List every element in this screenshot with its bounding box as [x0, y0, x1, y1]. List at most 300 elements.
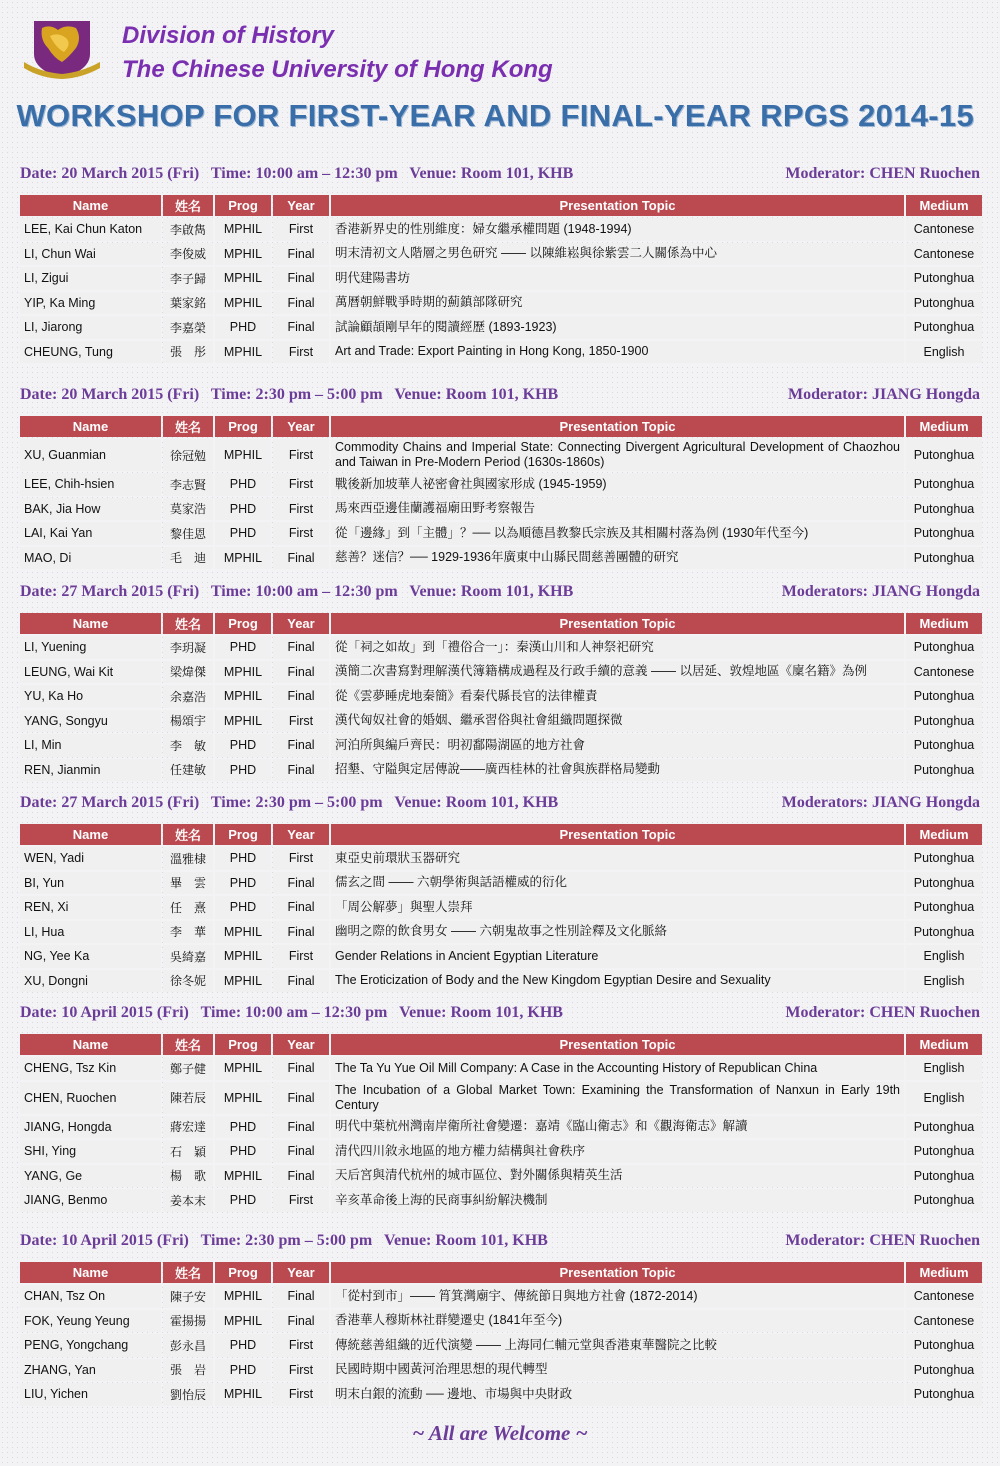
- table-cell: NG, Yee Ka: [20, 945, 161, 968]
- table-cell: 畢 雲: [163, 872, 213, 895]
- table-cell: 清代四川敘永地區的地方權力結構與社會秩序: [331, 1140, 904, 1163]
- session-header: [20, 386, 980, 408]
- table-cell: MPHIL: [215, 1383, 271, 1406]
- table-cell: 明代建陽書坊: [331, 267, 904, 290]
- session-moderator: Moderators: JIANG Hongda: [781, 794, 980, 811]
- table-cell: 辛亥革命後上海的民商事糾紛解決機制: [331, 1189, 904, 1212]
- table-cell: Final: [273, 267, 329, 290]
- table-cell: 明末清初文人階層之男色研究 —— 以陳維崧與徐紫雲二人關係為中心: [331, 243, 904, 266]
- column-header: Prog: [215, 416, 271, 437]
- table-cell: ZHANG, Yan: [20, 1359, 161, 1382]
- table-cell: Putonghua: [906, 1383, 982, 1406]
- table-cell: CHEN, Ruochen: [20, 1082, 161, 1114]
- table-cell: 李 華: [163, 921, 213, 944]
- table-cell: Cantonese: [906, 218, 982, 241]
- table-cell: Putonghua: [906, 734, 982, 757]
- table-cell: 姜本末: [163, 1189, 213, 1212]
- cuhk-crest-icon: [20, 18, 116, 80]
- column-header: Year: [273, 1262, 329, 1283]
- table-cell: 葉家銘: [163, 292, 213, 315]
- table-cell: Final: [273, 921, 329, 944]
- session-5: [20, 1004, 980, 1214]
- session-info: Date: 20 March 2015 (Fri) Time: 10:00 am – 12:30 pm Venue: Room 101, KHB: [20, 165, 574, 182]
- table-cell: MPHIL: [215, 1310, 271, 1333]
- table-cell: 香港新界史的性別維度：婦女繼承權問題 (1948-1994): [331, 218, 904, 241]
- table-cell: Final: [273, 1140, 329, 1163]
- table-cell: 楊頌宇: [163, 710, 213, 733]
- table-row: [20, 896, 982, 919]
- table-cell: Putonghua: [906, 522, 982, 545]
- table-cell: Final: [273, 1285, 329, 1308]
- table-cell: Final: [273, 547, 329, 570]
- session-header: [20, 583, 980, 605]
- table-cell: 毛 迪: [163, 547, 213, 570]
- table-cell: Final: [273, 1082, 329, 1114]
- table-cell: MPHIL: [215, 710, 271, 733]
- table-row: [20, 1285, 982, 1308]
- table-cell: 徐冠勉: [163, 439, 213, 471]
- session-moderator: Moderator: CHEN Ruochen: [785, 1232, 980, 1249]
- column-header: 姓名: [163, 416, 213, 437]
- table-cell: WEN, Yadi: [20, 847, 161, 870]
- table-cell: PHD: [215, 316, 271, 339]
- table-cell: PHD: [215, 473, 271, 496]
- table-cell: 明末白銀的流動 ── 邊地、市場與中央財政: [331, 1383, 904, 1406]
- table-cell: YANG, Ge: [20, 1165, 161, 1188]
- table-cell: PHD: [215, 498, 271, 521]
- table-cell: Putonghua: [906, 292, 982, 315]
- schedule-table: [18, 414, 984, 571]
- table-cell: Final: [273, 872, 329, 895]
- session-info: Date: 10 April 2015 (Fri) Time: 10:00 am – 12:30 pm Venue: Room 101, KHB: [20, 1004, 563, 1021]
- table-cell: 陳子安: [163, 1285, 213, 1308]
- table-cell: 徐冬妮: [163, 970, 213, 993]
- table-row: [20, 547, 982, 570]
- table-cell: 黎佳恩: [163, 522, 213, 545]
- table-row: [20, 1310, 982, 1333]
- table-cell: English: [906, 1057, 982, 1080]
- table-cell: MPHIL: [215, 267, 271, 290]
- table-cell: 「從村到市」—— 筲箕灣廟宇、傳統節日與地方社會 (1872-2014): [331, 1285, 904, 1308]
- column-header: Prog: [215, 824, 271, 845]
- division-title: Division of History: [122, 22, 335, 49]
- table-row: [20, 498, 982, 521]
- table-cell: Putonghua: [906, 759, 982, 782]
- table-header-row: [20, 824, 982, 845]
- table-cell: REN, Jianmin: [20, 759, 161, 782]
- table-cell: Final: [273, 243, 329, 266]
- table-cell: PHD: [215, 1140, 271, 1163]
- table-cell: 慈善？迷信？── 1929-1936年廣東中山縣民間慈善團體的研究: [331, 547, 904, 570]
- session-info: Date: 20 March 2015 (Fri) Time: 2:30 pm – 5:00 pm Venue: Room 101, KHB: [20, 386, 559, 403]
- table-row: [20, 685, 982, 708]
- table-row: [20, 921, 982, 944]
- column-header: 姓名: [163, 195, 213, 216]
- table-cell: PHD: [215, 636, 271, 659]
- table-row: [20, 243, 982, 266]
- table-cell: First: [273, 522, 329, 545]
- column-header: 姓名: [163, 613, 213, 634]
- table-cell: First: [273, 1383, 329, 1406]
- table-cell: Cantonese: [906, 1285, 982, 1308]
- table-cell: First: [273, 473, 329, 496]
- table-cell: 招墾、守隘與定居傳說——廣西桂林的社會與族群格局變動: [331, 759, 904, 782]
- session-moderator: Moderator: CHEN Ruochen: [785, 1004, 980, 1021]
- schedule-table: [18, 193, 984, 365]
- table-cell: Final: [273, 1165, 329, 1188]
- table-cell: LEE, Kai Chun Katon: [20, 218, 161, 241]
- table-cell: PHD: [215, 847, 271, 870]
- table-row: [20, 341, 982, 364]
- table-cell: 傳統慈善組織的近代演變 —— 上海同仁輔元堂與香港東華醫院之比較: [331, 1334, 904, 1357]
- column-header: Prog: [215, 1034, 271, 1055]
- table-cell: MPHIL: [215, 341, 271, 364]
- table-cell: Putonghua: [906, 316, 982, 339]
- table-cell: MPHIL: [215, 661, 271, 684]
- table-cell: LEE, Chih-hsien: [20, 473, 161, 496]
- table-cell: 鄭子健: [163, 1057, 213, 1080]
- column-header: Prog: [215, 1262, 271, 1283]
- table-cell: MPHIL: [215, 218, 271, 241]
- table-cell: 李子歸: [163, 267, 213, 290]
- table-cell: Putonghua: [906, 921, 982, 944]
- table-cell: 李啟雋: [163, 218, 213, 241]
- table-cell: Putonghua: [906, 439, 982, 471]
- table-cell: Putonghua: [906, 1189, 982, 1212]
- table-cell: Final: [273, 970, 329, 993]
- column-header: Name: [20, 416, 161, 437]
- table-cell: SHI, Ying: [20, 1140, 161, 1163]
- table-cell: MPHIL: [215, 1057, 271, 1080]
- table-cell: Putonghua: [906, 547, 982, 570]
- table-cell: 任 熹: [163, 896, 213, 919]
- table-cell: XU, Dongni: [20, 970, 161, 993]
- column-header: Presentation Topic: [331, 824, 904, 845]
- table-cell: 陳若辰: [163, 1082, 213, 1114]
- column-header: 姓名: [163, 1034, 213, 1055]
- table-cell: 漢簡二次書寫對理解漢代簿籍構成過程及行政手續的意義 —— 以居延、敦煌地區《廩名籍》為例: [331, 661, 904, 684]
- table-cell: Putonghua: [906, 685, 982, 708]
- session-moderator: Moderator: JIANG Hongda: [788, 386, 980, 403]
- table-cell: 張 彤: [163, 341, 213, 364]
- table-cell: 漢代匈奴社會的婚姻、繼承習俗與社會組織問題探微: [331, 710, 904, 733]
- column-header: 姓名: [163, 1262, 213, 1283]
- session-moderator: Moderators: JIANG Hongda: [781, 583, 980, 600]
- table-cell: 儒玄之間 —— 六朝學術與話語權威的衍化: [331, 872, 904, 895]
- table-cell: 李嘉榮: [163, 316, 213, 339]
- table-cell: JIANG, Benmo: [20, 1189, 161, 1212]
- table-cell: PHD: [215, 759, 271, 782]
- session-header: [20, 1232, 980, 1254]
- table-row: [20, 267, 982, 290]
- column-header: Year: [273, 1034, 329, 1055]
- table-cell: 吳綺嘉: [163, 945, 213, 968]
- table-cell: 梁煒傑: [163, 661, 213, 684]
- column-header: Year: [273, 824, 329, 845]
- table-cell: First: [273, 1334, 329, 1357]
- table-cell: Putonghua: [906, 847, 982, 870]
- table-cell: Putonghua: [906, 267, 982, 290]
- table-cell: 李 敏: [163, 734, 213, 757]
- table-header-row: [20, 613, 982, 634]
- table-cell: 李玥凝: [163, 636, 213, 659]
- table-cell: LAI, Kai Yan: [20, 522, 161, 545]
- column-header: Name: [20, 613, 161, 634]
- table-cell: 東亞史前環狀玉器研究: [331, 847, 904, 870]
- table-cell: 幽明之際的飲食男女 —— 六朝鬼故事之性別詮釋及文化脈絡: [331, 921, 904, 944]
- university-title: The Chinese University of Hong Kong: [122, 56, 553, 83]
- table-cell: Putonghua: [906, 636, 982, 659]
- table-cell: LI, Min: [20, 734, 161, 757]
- table-cell: CHENG, Tsz Kin: [20, 1057, 161, 1080]
- table-header-row: [20, 1034, 982, 1055]
- table-cell: 余嘉浩: [163, 685, 213, 708]
- table-cell: Commodity Chains and Imperial State: Connecting Divergent Agricultural Development of Chaozhou and Taiwan in Pre-Modern Period (1630s-1860s): [331, 439, 904, 471]
- table-row: [20, 1334, 982, 1357]
- table-cell: LI, Yuening: [20, 636, 161, 659]
- table-row: [20, 292, 982, 315]
- session-header: [20, 794, 980, 816]
- table-cell: Final: [273, 636, 329, 659]
- table-cell: BI, Yun: [20, 872, 161, 895]
- table-cell: PHD: [215, 734, 271, 757]
- table-cell: The Ta Yu Yue Oil Mill Company: A Case in the Accounting History of Republican China: [331, 1057, 904, 1080]
- table-cell: 莫家浩: [163, 498, 213, 521]
- table-cell: 「周公解夢」與聖人崇拜: [331, 896, 904, 919]
- table-cell: PHD: [215, 1334, 271, 1357]
- table-cell: LI, Jiarong: [20, 316, 161, 339]
- table-row: [20, 847, 982, 870]
- column-header: Prog: [215, 195, 271, 216]
- column-header: Year: [273, 416, 329, 437]
- table-row: [20, 1057, 982, 1080]
- session-1: [20, 165, 980, 365]
- session-2: [20, 386, 980, 571]
- table-cell: LI, Chun Wai: [20, 243, 161, 266]
- table-cell: 石 穎: [163, 1140, 213, 1163]
- table-cell: MPHIL: [215, 945, 271, 968]
- table-cell: First: [273, 847, 329, 870]
- table-cell: 試論顧頡剛早年的閱讀經歷 (1893-1923): [331, 316, 904, 339]
- table-cell: First: [273, 439, 329, 471]
- welcome-footer: ~ All are Welcome ~: [412, 1421, 588, 1445]
- table-cell: The Eroticization of Body and the New Kingdom Egyptian Desire and Sexuality: [331, 970, 904, 993]
- table-cell: Cantonese: [906, 661, 982, 684]
- column-header: Prog: [215, 613, 271, 634]
- table-row: [20, 1140, 982, 1163]
- table-cell: Putonghua: [906, 498, 982, 521]
- table-cell: English: [906, 970, 982, 993]
- column-header: Presentation Topic: [331, 1034, 904, 1055]
- table-cell: First: [273, 218, 329, 241]
- schedule-table: [18, 1032, 984, 1214]
- table-cell: Final: [273, 316, 329, 339]
- table-row: [20, 945, 982, 968]
- table-cell: XU, Guanmian: [20, 439, 161, 471]
- table-cell: Putonghua: [906, 473, 982, 496]
- session-header: [20, 1004, 980, 1026]
- table-row: [20, 473, 982, 496]
- table-cell: Art and Trade: Export Painting in Hong Kong, 1850-1900: [331, 341, 904, 364]
- table-cell: Final: [273, 685, 329, 708]
- table-cell: YANG, Songyu: [20, 710, 161, 733]
- table-cell: Putonghua: [906, 872, 982, 895]
- table-row: [20, 710, 982, 733]
- table-cell: MAO, Di: [20, 547, 161, 570]
- table-cell: Final: [273, 734, 329, 757]
- table-cell: 馬來西亞邊佳蘭護福廟田野考察報告: [331, 498, 904, 521]
- table-cell: FOK, Yeung Yeung: [20, 1310, 161, 1333]
- table-cell: REN, Xi: [20, 896, 161, 919]
- table-cell: Final: [273, 1310, 329, 1333]
- table-cell: Final: [273, 292, 329, 315]
- table-cell: 張 岩: [163, 1359, 213, 1382]
- table-header-row: [20, 1262, 982, 1283]
- table-cell: MPHIL: [215, 921, 271, 944]
- table-cell: Final: [273, 759, 329, 782]
- table-cell: 從「祠之如故」到「禮俗合一」：秦漢山川和人神祭祀研究: [331, 636, 904, 659]
- table-cell: BAK, Jia How: [20, 498, 161, 521]
- column-header: Presentation Topic: [331, 613, 904, 634]
- table-cell: YIP, Ka Ming: [20, 292, 161, 315]
- column-header: Presentation Topic: [331, 195, 904, 216]
- schedule-table: [18, 822, 984, 994]
- table-cell: Putonghua: [906, 896, 982, 919]
- table-row: [20, 1189, 982, 1212]
- table-cell: 明代中葉杭州灣南岸衛所社會變遷：嘉靖《臨山衛志》和《觀海衛志》解讀: [331, 1116, 904, 1139]
- table-cell: 河泊所與編戶齊民：明初鄱陽湖區的地方社會: [331, 734, 904, 757]
- table-cell: 李俊威: [163, 243, 213, 266]
- table-cell: PHD: [215, 896, 271, 919]
- column-header: 姓名: [163, 824, 213, 845]
- column-header: Year: [273, 613, 329, 634]
- column-header: Medium: [906, 824, 982, 845]
- table-cell: 天后宮與清代杭州的城市區位、對外關係與精英生活: [331, 1165, 904, 1188]
- session-info: Date: 27 March 2015 (Fri) Time: 2:30 pm – 5:00 pm Venue: Room 101, KHB: [20, 794, 559, 811]
- table-cell: Final: [273, 896, 329, 919]
- table-cell: PHD: [215, 522, 271, 545]
- workshop-title: WORKSHOP FOR FIRST-YEAR AND FINAL-YEAR RPGS 2014-15: [16, 98, 974, 133]
- table-cell: LIU, Yichen: [20, 1383, 161, 1406]
- table-cell: 蔣宏達: [163, 1116, 213, 1139]
- table-row: [20, 759, 982, 782]
- table-cell: MPHIL: [215, 547, 271, 570]
- table-cell: 彭永昌: [163, 1334, 213, 1357]
- table-cell: Cantonese: [906, 243, 982, 266]
- table-cell: 劉怡辰: [163, 1383, 213, 1406]
- table-cell: CHAN, Tsz On: [20, 1285, 161, 1308]
- column-header: Name: [20, 1034, 161, 1055]
- table-cell: Putonghua: [906, 1165, 982, 1188]
- table-cell: Cantonese: [906, 1310, 982, 1333]
- table-cell: Putonghua: [906, 710, 982, 733]
- table-cell: MPHIL: [215, 685, 271, 708]
- column-header: Medium: [906, 416, 982, 437]
- table-cell: 民國時期中國黃河治理思想的現代轉型: [331, 1359, 904, 1382]
- table-cell: Final: [273, 661, 329, 684]
- session-3: [20, 583, 980, 783]
- table-cell: Putonghua: [906, 1140, 982, 1163]
- table-cell: Putonghua: [906, 1359, 982, 1382]
- table-row: [20, 1359, 982, 1382]
- table-cell: 霍揚揚: [163, 1310, 213, 1333]
- table-row: [20, 316, 982, 339]
- table-cell: First: [273, 498, 329, 521]
- column-header: Name: [20, 1262, 161, 1283]
- table-header-row: [20, 195, 982, 216]
- column-header: Presentation Topic: [331, 1262, 904, 1283]
- table-cell: PHD: [215, 872, 271, 895]
- table-header-row: [20, 416, 982, 437]
- table-row: [20, 1116, 982, 1139]
- table-cell: PENG, Yongchang: [20, 1334, 161, 1357]
- table-cell: Final: [273, 1057, 329, 1080]
- table-row: [20, 1383, 982, 1406]
- session-6: [20, 1232, 980, 1408]
- table-cell: MPHIL: [215, 970, 271, 993]
- schedule-table: [18, 611, 984, 783]
- table-cell: MPHIL: [215, 292, 271, 315]
- table-cell: 任建敏: [163, 759, 213, 782]
- column-header: Medium: [906, 1034, 982, 1055]
- column-header: Name: [20, 195, 161, 216]
- table-cell: First: [273, 341, 329, 364]
- table-cell: LI, Zigui: [20, 267, 161, 290]
- table-cell: First: [273, 710, 329, 733]
- table-cell: Final: [273, 1116, 329, 1139]
- session-header: [20, 165, 980, 187]
- session-4: [20, 794, 980, 994]
- table-row: [20, 1082, 982, 1114]
- table-cell: The Incubation of a Global Market Town: Examining the Transformation of Nanxun in Early 19th Century: [331, 1082, 904, 1114]
- table-cell: First: [273, 1189, 329, 1212]
- table-row: [20, 636, 982, 659]
- table-cell: CHEUNG, Tung: [20, 341, 161, 364]
- table-cell: 萬曆朝鮮戰爭時期的薊鎮部隊研究: [331, 292, 904, 315]
- table-cell: PHD: [215, 1359, 271, 1382]
- column-header: Name: [20, 824, 161, 845]
- table-row: [20, 661, 982, 684]
- table-cell: YU, Ka Ho: [20, 685, 161, 708]
- table-cell: Putonghua: [906, 1116, 982, 1139]
- column-header: Medium: [906, 195, 982, 216]
- table-cell: 溫雅棣: [163, 847, 213, 870]
- table-cell: PHD: [215, 1189, 271, 1212]
- table-cell: 戰後新加坡華人祕密會社與國家形成 (1945-1959): [331, 473, 904, 496]
- session-moderator: Moderator: CHEN Ruochen: [785, 165, 980, 182]
- table-cell: LEUNG, Wai Kit: [20, 661, 161, 684]
- session-info: Date: 10 April 2015 (Fri) Time: 2:30 pm – 5:00 pm Venue: Room 101, KHB: [20, 1232, 548, 1249]
- table-cell: English: [906, 1082, 982, 1114]
- table-cell: PHD: [215, 1116, 271, 1139]
- session-info: Date: 27 March 2015 (Fri) Time: 10:00 am – 12:30 pm Venue: Room 101, KHB: [20, 583, 574, 600]
- table-cell: 楊 歌: [163, 1165, 213, 1188]
- table-cell: 從《雲夢睡虎地秦簡》看秦代縣長官的法律權責: [331, 685, 904, 708]
- table-cell: 從「邊緣」到「主體」？── 以為順德昌教黎氏宗族及其相關村落為例 (1930年代至今): [331, 522, 904, 545]
- table-row: [20, 522, 982, 545]
- table-cell: Gender Relations in Ancient Egyptian Literature: [331, 945, 904, 968]
- table-cell: LI, Hua: [20, 921, 161, 944]
- table-cell: MPHIL: [215, 1082, 271, 1114]
- table-cell: 香港華人穆斯林社群變遷史 (1841年至今): [331, 1310, 904, 1333]
- table-row: [20, 734, 982, 757]
- table-cell: MPHIL: [215, 1165, 271, 1188]
- column-header: Presentation Topic: [331, 416, 904, 437]
- table-row: [20, 439, 982, 471]
- table-cell: First: [273, 945, 329, 968]
- column-header: Medium: [906, 1262, 982, 1283]
- table-cell: 李志賢: [163, 473, 213, 496]
